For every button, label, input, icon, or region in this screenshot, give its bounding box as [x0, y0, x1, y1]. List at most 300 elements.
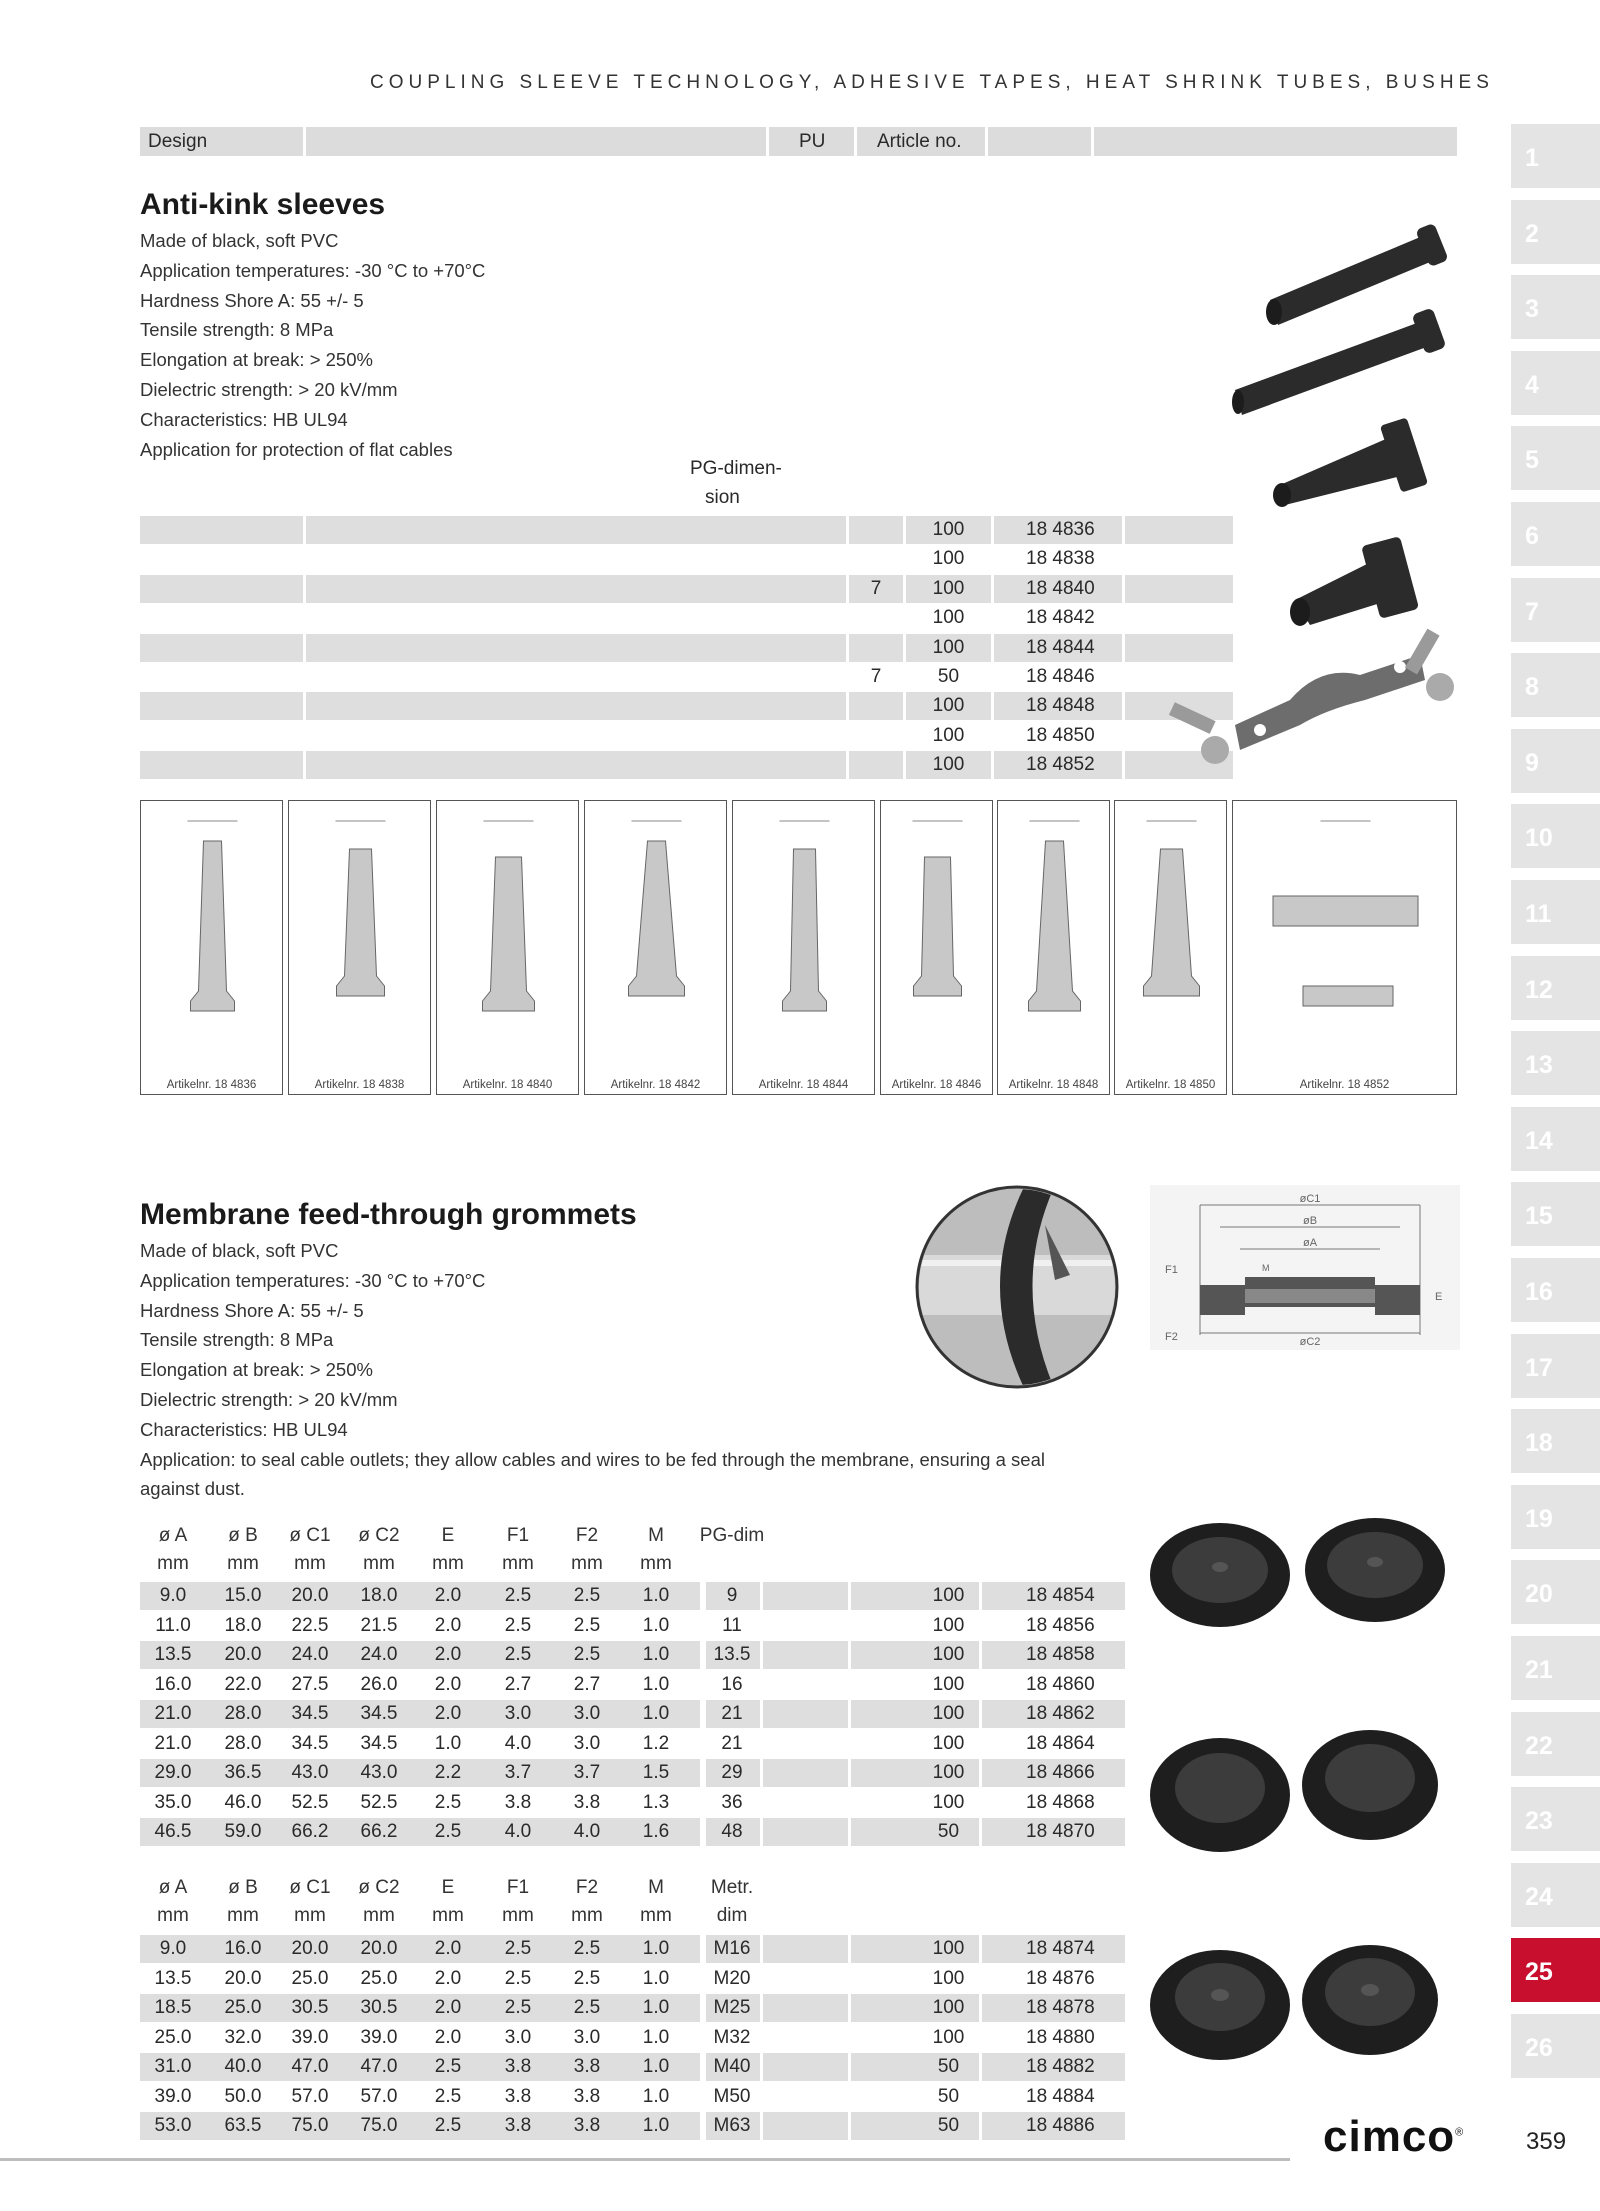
chapter-tab-18[interactable]: 18 [1511, 1409, 1600, 1473]
table-cell: 21.5 [360, 1614, 398, 1636]
clamp-photo [1169, 629, 1454, 764]
table-cell: 2.5 [573, 1614, 601, 1636]
table-cell: 16.0 [224, 1938, 262, 1959]
chapter-tab-17[interactable]: 17 [1511, 1334, 1600, 1398]
column-header: F1 [506, 1877, 530, 1898]
registered-mark: ® [1455, 2126, 1465, 2139]
chapter-tab-24[interactable]: 24 [1511, 1863, 1600, 1927]
spec-line: Dielectric strength: > 20 kV/mm [140, 1388, 398, 1410]
part-outline [1273, 896, 1418, 1006]
part-outline [337, 849, 385, 996]
table-cell: 4.0 [504, 1732, 532, 1754]
row-shade [849, 634, 903, 662]
header-pu: PU [769, 127, 854, 156]
column-header: PG-dim [699, 1525, 765, 1546]
drawing-caption: Artikelnr. 18 4844 [758, 1079, 849, 1091]
table-cell: 3.8 [573, 2056, 601, 2077]
row-shade [306, 751, 846, 779]
table-cell: 39.0 [360, 2026, 398, 2048]
drawing-figure [1115, 801, 1228, 1071]
column-unit: mm [294, 1553, 326, 1574]
spec-line: Application: to seal cable outlets; they allow cables and wires to be fed through the membrane, ensuring a seal [140, 1448, 1045, 1470]
table-cell: 1.0 [642, 1673, 670, 1695]
row-shade [306, 516, 846, 544]
sleeve-photo-2 [1232, 308, 1447, 415]
spec-line: Application temperatures: -30 °C to +70°C [140, 1269, 486, 1291]
table-cell: 1.0 [434, 1732, 462, 1754]
pg-header-line2: sion [705, 487, 740, 508]
table-cell: 25.0 [224, 1997, 262, 2018]
table-cell: 1.0 [642, 2085, 670, 2107]
part-outline [783, 849, 827, 1011]
table-cell: 9.0 [159, 1938, 187, 1959]
chapter-tab-20[interactable]: 20 [1511, 1560, 1600, 1624]
table-cell: 29.0 [154, 1762, 192, 1783]
grommet-photo-6 [1302, 1945, 1438, 2055]
table-cell: 21 [721, 1703, 743, 1724]
table-cell: 18 4860 [1026, 1673, 1095, 1695]
table-cell: 26.0 [360, 1673, 398, 1695]
table-cell: 2.0 [434, 1703, 462, 1724]
column-header: ø B [228, 1525, 258, 1546]
table-row [140, 1759, 1165, 1787]
cimco-logo [1323, 2112, 1464, 2162]
drawing-figure [733, 801, 876, 1071]
table-cell: 2.0 [434, 1585, 462, 1606]
spec-line: Application for protection of flat cables [140, 438, 453, 460]
row-shade [140, 516, 303, 544]
column-header: E [441, 1877, 455, 1898]
chapter-tab-26[interactable]: 26 [1511, 2014, 1600, 2078]
table-row [140, 1789, 1165, 1817]
anti-kink-product-photos [1160, 205, 1460, 765]
grommets-title: Membrane feed-through grommets [140, 1198, 637, 1231]
table-cell: 35.0 [154, 1791, 192, 1813]
header-blank-2 [988, 127, 1091, 156]
table-cell: 2.5 [504, 1614, 532, 1636]
row-shade [763, 1641, 848, 1669]
column-header: ø C1 [289, 1525, 331, 1546]
row-shade [763, 1582, 848, 1610]
column-header: ø C2 [358, 1877, 400, 1898]
table-cell: 18 4854 [1026, 1585, 1095, 1606]
chapter-tab-3[interactable]: 3 [1511, 275, 1600, 339]
table-cell: M16 [713, 1938, 751, 1959]
table-row [140, 2112, 1165, 2140]
column-unit: mm [571, 1905, 603, 1926]
table-cell: 18.0 [360, 1585, 398, 1606]
column-header: ø A [158, 1877, 188, 1898]
spec-line: Tensile strength: 8 MPa [140, 319, 334, 341]
drawing-caption: Artikelnr. 18 4848 [1008, 1079, 1099, 1091]
table-cell: 21.0 [154, 1732, 192, 1754]
table-cell: 48 [721, 1821, 743, 1842]
chapter-tab-4[interactable]: 4 [1511, 351, 1600, 415]
table-cell: 50 [937, 2085, 960, 2107]
column-unit: mm [502, 1905, 534, 1926]
table-cell: 3.8 [573, 2085, 601, 2107]
table-cell: 34.5 [291, 1732, 329, 1754]
row-shade [306, 575, 846, 603]
table-cell: 18 4876 [1026, 1967, 1095, 1989]
table-cell: 2.0 [434, 1938, 462, 1959]
article-cell: 18 4844 [1026, 636, 1095, 658]
spec-line: Made of black, soft PVC [140, 1240, 339, 1261]
drawing-caption: Artikelnr. 18 4838 [314, 1079, 405, 1091]
row-shade [763, 1994, 848, 2022]
page-number: 359 [1526, 2128, 1567, 2155]
table-cell: 2.5 [504, 1997, 532, 2018]
table-cell: 2.7 [504, 1673, 532, 1695]
chapter-tab-12[interactable]: 12 [1511, 956, 1600, 1020]
table-cell: 2.5 [504, 1585, 532, 1606]
table-cell: 100 [932, 1644, 965, 1665]
table-row [140, 634, 1165, 662]
spec-line: against dust. [140, 1478, 245, 1500]
pu-cell: 100 [932, 636, 965, 658]
table-cell: 21 [721, 1732, 743, 1754]
spec-line: Elongation at break: > 250% [140, 349, 373, 371]
label-f1: F1 [1165, 1264, 1178, 1276]
table-cell: 47.0 [360, 2056, 398, 2077]
column-header: ø C2 [358, 1525, 400, 1546]
table-row [140, 1994, 1165, 2022]
pu-cell: 100 [932, 519, 965, 540]
label-c2: øC2 [1299, 1336, 1321, 1348]
technical-drawing [1232, 800, 1457, 1095]
header-design: Design [140, 127, 303, 156]
column-unit: mm [363, 1553, 395, 1574]
drawing-caption: Artikelnr. 18 4850 [1125, 1079, 1216, 1091]
table-cell: 11.0 [155, 1614, 191, 1636]
table-cell: 46.0 [224, 1791, 262, 1813]
table-cell: 18 4870 [1026, 1821, 1095, 1842]
table-row [140, 663, 1165, 691]
header-blank [306, 127, 766, 156]
drawing-caption: Artikelnr. 18 4842 [610, 1079, 701, 1091]
table-cell: 43.0 [291, 1762, 329, 1783]
anti-kink-specs [140, 226, 485, 464]
table-cell: 75.0 [360, 2115, 398, 2136]
logo-text: cimco [1323, 2112, 1456, 2161]
chapter-tab-2[interactable]: 2 [1511, 200, 1600, 264]
grommet-photo-2 [1305, 1518, 1445, 1622]
grommet-photo-5 [1150, 1950, 1290, 2060]
column-unit: mm [571, 1553, 603, 1574]
table-row [140, 545, 1165, 573]
sleeve-photo-3 [1273, 417, 1428, 507]
label-f2: F2 [1165, 1331, 1178, 1343]
chapter-tab-21[interactable]: 21 [1511, 1636, 1600, 1700]
header-blank-3 [1094, 127, 1457, 156]
table-cell: 1.0 [642, 1585, 670, 1606]
table-row [140, 1730, 1165, 1758]
table-row [140, 2083, 1165, 2111]
table-cell: 1.0 [642, 1703, 670, 1724]
table-row [140, 1671, 1165, 1699]
table-cell: 18.5 [154, 1997, 192, 2018]
chapter-tab-6[interactable]: 6 [1511, 502, 1600, 566]
chapter-tab-19[interactable]: 19 [1511, 1485, 1600, 1549]
table-cell: 100 [932, 2026, 965, 2048]
table-row [140, 1612, 1165, 1640]
part-outline [914, 857, 962, 996]
drawing-figure [1233, 801, 1458, 1071]
row-shade [140, 634, 303, 662]
table-row [140, 516, 1165, 544]
table-cell: 52.5 [360, 1791, 398, 1813]
table-cell: 16.0 [154, 1673, 192, 1695]
article-cell: 18 4836 [1026, 519, 1095, 540]
grommet-photo-4 [1302, 1730, 1438, 1840]
table-cell: 66.2 [291, 1821, 329, 1842]
pg-cell: 7 [870, 666, 882, 687]
row-shade [849, 751, 903, 779]
table-cell: 22.0 [224, 1673, 262, 1695]
grommet-dimension-diagram [1150, 1185, 1460, 1350]
column-unit: mm [227, 1553, 259, 1574]
row-shade [763, 2112, 848, 2140]
anti-kink-title: Anti-kink sleeves [140, 188, 386, 221]
table-cell: 32.0 [224, 2026, 262, 2048]
footer-line [0, 2158, 1290, 2161]
column-unit: mm [640, 1905, 672, 1926]
table-cell: 31.0 [154, 2056, 192, 2077]
chapter-tab-10[interactable]: 10 [1511, 804, 1600, 868]
column-header: E [441, 1525, 455, 1546]
table-cell: 40.0 [224, 2056, 262, 2077]
row-shade [140, 751, 303, 779]
table-cell: 1.6 [642, 1821, 670, 1842]
column-header: F2 [575, 1525, 599, 1546]
column-header: ø B [228, 1877, 258, 1898]
table-cell: 18.0 [224, 1614, 262, 1636]
part-outline [483, 857, 535, 1011]
column-unit: mm [157, 1553, 189, 1574]
table-cell: 50 [937, 2115, 960, 2136]
pu-cell: 100 [932, 548, 965, 570]
grommet-product-photos [1140, 1515, 1460, 2095]
table-cell: 39.0 [154, 2085, 192, 2107]
table-cell: 1.3 [642, 1791, 670, 1813]
table-cell: 1.0 [642, 2115, 670, 2136]
technical-drawing [584, 800, 727, 1095]
spec-line: Elongation at break: > 250% [140, 1359, 373, 1381]
grommets-specs [140, 1236, 1045, 1504]
table-cell: 2.5 [573, 1585, 601, 1606]
column-header: M [648, 1877, 664, 1898]
label-b: øB [1302, 1215, 1318, 1227]
table-cell: 1.0 [642, 1967, 670, 1989]
spec-line: Made of black, soft PVC [140, 230, 339, 251]
grommet-photo-1 [1150, 1523, 1290, 1627]
article-cell: 18 4840 [1026, 577, 1095, 599]
table-cell: 3.0 [504, 2026, 532, 2048]
table-cell: 2.5 [504, 1938, 532, 1959]
chapter-tab-13[interactable]: 13 [1511, 1031, 1600, 1095]
table-cell: 100 [932, 1673, 965, 1695]
table-cell: 3.8 [504, 2056, 532, 2077]
part-outline [1029, 841, 1081, 1011]
pu-cell: 100 [932, 577, 965, 599]
row-shade [849, 692, 903, 720]
table-cell: M25 [713, 1997, 751, 2018]
article-cell: 18 4848 [1026, 695, 1095, 717]
table-cell: 100 [932, 1967, 965, 1989]
row-shade [763, 2053, 848, 2081]
table-cell: 100 [932, 1614, 965, 1636]
table-cell: 1.2 [642, 1732, 670, 1754]
table-cell: 3.7 [573, 1762, 601, 1783]
table-cell: 2.5 [434, 2115, 462, 2136]
table-cell: 1.0 [642, 2026, 670, 2048]
table-cell: 25.0 [154, 2026, 192, 2048]
chapter-tab-8[interactable]: 8 [1511, 653, 1600, 717]
pg-header-line1: PG-dimen- [690, 458, 782, 479]
table-cell: 18 4856 [1026, 1614, 1095, 1636]
technical-drawing [140, 800, 283, 1095]
spec-line: Application temperatures: -30 °C to +70°C [140, 259, 486, 281]
table-cell: 100 [932, 1997, 965, 2018]
table-row [140, 1641, 1165, 1669]
spec-line: Tensile strength: 8 MPa [140, 1329, 334, 1351]
chapter-tab-11[interactable]: 11 [1511, 880, 1600, 944]
table-cell: 57.0 [360, 2085, 398, 2107]
chapter-tab-9[interactable]: 9 [1511, 729, 1600, 793]
table-cell: 4.0 [504, 1821, 532, 1842]
table-row [140, 722, 1165, 750]
table-cell: 24.0 [291, 1644, 329, 1665]
technical-drawing [1114, 800, 1227, 1095]
article-cell: 18 4852 [1026, 754, 1095, 776]
table-cell: 2.5 [434, 1821, 462, 1842]
spec-line: Hardness Shore A: 55 +/- 5 [140, 289, 364, 311]
chapter-tab-23[interactable]: 23 [1511, 1787, 1600, 1851]
drawing-figure [585, 801, 728, 1071]
table-cell: M63 [713, 2115, 751, 2136]
column-header: M [648, 1525, 664, 1546]
table-cell: 75.0 [291, 2115, 329, 2136]
chapter-tab-14[interactable]: 14 [1511, 1107, 1600, 1171]
table-cell: 34.5 [291, 1703, 329, 1724]
table-cell: 18 4866 [1026, 1762, 1095, 1783]
table-cell: 20.0 [291, 1938, 329, 1959]
article-cell: 18 4850 [1026, 724, 1095, 746]
column-unit: mm [157, 1905, 189, 1926]
drawing-figure [998, 801, 1111, 1071]
table-cell: 20.0 [224, 1644, 262, 1665]
table-cell: 9.0 [159, 1585, 187, 1606]
table-cell: 2.5 [573, 1967, 601, 1989]
table-cell: 20.0 [291, 1585, 329, 1606]
spec-line: Hardness Shore A: 55 +/- 5 [140, 1299, 364, 1321]
article-cell: 18 4846 [1026, 666, 1095, 687]
table-row [140, 1818, 1165, 1846]
label-a: øA [1302, 1237, 1318, 1249]
pu-cell: 100 [932, 724, 965, 746]
table-cell: 2.2 [434, 1762, 462, 1783]
chapter-tab-15[interactable]: 15 [1511, 1182, 1600, 1246]
sleeve-photo-4 [1290, 536, 1419, 626]
table-row [140, 1935, 1165, 1963]
table-cell: 18 4884 [1026, 2085, 1095, 2107]
part-outline [1144, 849, 1200, 996]
table-cell: 3.0 [504, 1703, 532, 1724]
table-cell: 3.7 [504, 1762, 532, 1783]
table-cell: 39.0 [291, 2026, 329, 2048]
table-cell: 50 [937, 1821, 960, 1842]
chapter-tab-1[interactable]: 1 [1511, 124, 1600, 188]
table-cell: M32 [713, 2026, 751, 2048]
chapter-tab-22[interactable]: 22 [1511, 1712, 1600, 1776]
table-cell: 18 4858 [1026, 1644, 1095, 1665]
column-unit: mm [432, 1905, 464, 1926]
drawing-figure [289, 801, 432, 1071]
table-cell: 59.0 [224, 1821, 262, 1842]
table-cell: 2.5 [504, 1644, 532, 1665]
label-c1: øC1 [1299, 1193, 1321, 1205]
table-cell: 28.0 [224, 1732, 262, 1754]
drawing-caption: Artikelnr. 18 4846 [891, 1079, 982, 1091]
table-cell: 3.8 [573, 2115, 601, 2136]
row-shade [306, 692, 846, 720]
table-cell: 15.0 [224, 1585, 262, 1606]
column-unit: mm [502, 1553, 534, 1574]
table-cell: 2.5 [573, 1997, 601, 2018]
row-shade [763, 1759, 848, 1787]
spec-line: Characteristics: HB UL94 [140, 408, 348, 430]
row-shade [140, 692, 303, 720]
table-cell: 27.5 [291, 1673, 329, 1695]
pu-cell: 50 [937, 666, 960, 687]
running-title: COUPLING SLEEVE TECHNOLOGY, ADHESIVE TAPES, HEAT SHRINK TUBES, BUSHES [370, 72, 1494, 93]
chapter-tab-25[interactable]: 25 [1511, 1938, 1600, 2002]
table-cell: 13.5 [713, 1644, 751, 1665]
table-cell: 1.0 [642, 1938, 670, 1959]
column-unit: mm [294, 1905, 326, 1926]
table-cell: 43.0 [360, 1762, 398, 1783]
chapter-tab-5[interactable]: 5 [1511, 426, 1600, 490]
table-row [140, 604, 1165, 632]
spec-line: Characteristics: HB UL94 [140, 1418, 348, 1440]
technical-drawing [997, 800, 1110, 1095]
table-cell: 3.0 [573, 1732, 601, 1754]
row-shade [763, 1935, 848, 1963]
table-cell: 1.0 [642, 2056, 670, 2077]
table-cell: 30.5 [291, 1997, 329, 2018]
row-shade [763, 1700, 848, 1728]
column-unit: mm [227, 1905, 259, 1926]
column-header: F1 [506, 1525, 530, 1546]
table-cell: 20.0 [224, 1967, 262, 1989]
chapter-tab-16[interactable]: 16 [1511, 1258, 1600, 1322]
table-cell: 24.0 [360, 1644, 398, 1665]
table-cell: 2.0 [434, 1967, 462, 1989]
table-cell: 57.0 [291, 2085, 329, 2107]
drawing-caption: Artikelnr. 18 4852 [1299, 1079, 1390, 1091]
table-cell: 50 [937, 2056, 960, 2077]
table-row [140, 575, 1165, 603]
table-cell: 1.0 [642, 1997, 670, 2018]
table-cell: 2.0 [434, 1673, 462, 1695]
article-cell: 18 4842 [1026, 607, 1095, 629]
column-header: ø A [158, 1525, 188, 1546]
table-row [140, 751, 1165, 779]
technical-drawing [880, 800, 993, 1095]
table-cell: 18 4886 [1026, 2115, 1095, 2136]
chapter-tab-7[interactable]: 7 [1511, 578, 1600, 642]
table-cell: 2.0 [434, 1644, 462, 1665]
